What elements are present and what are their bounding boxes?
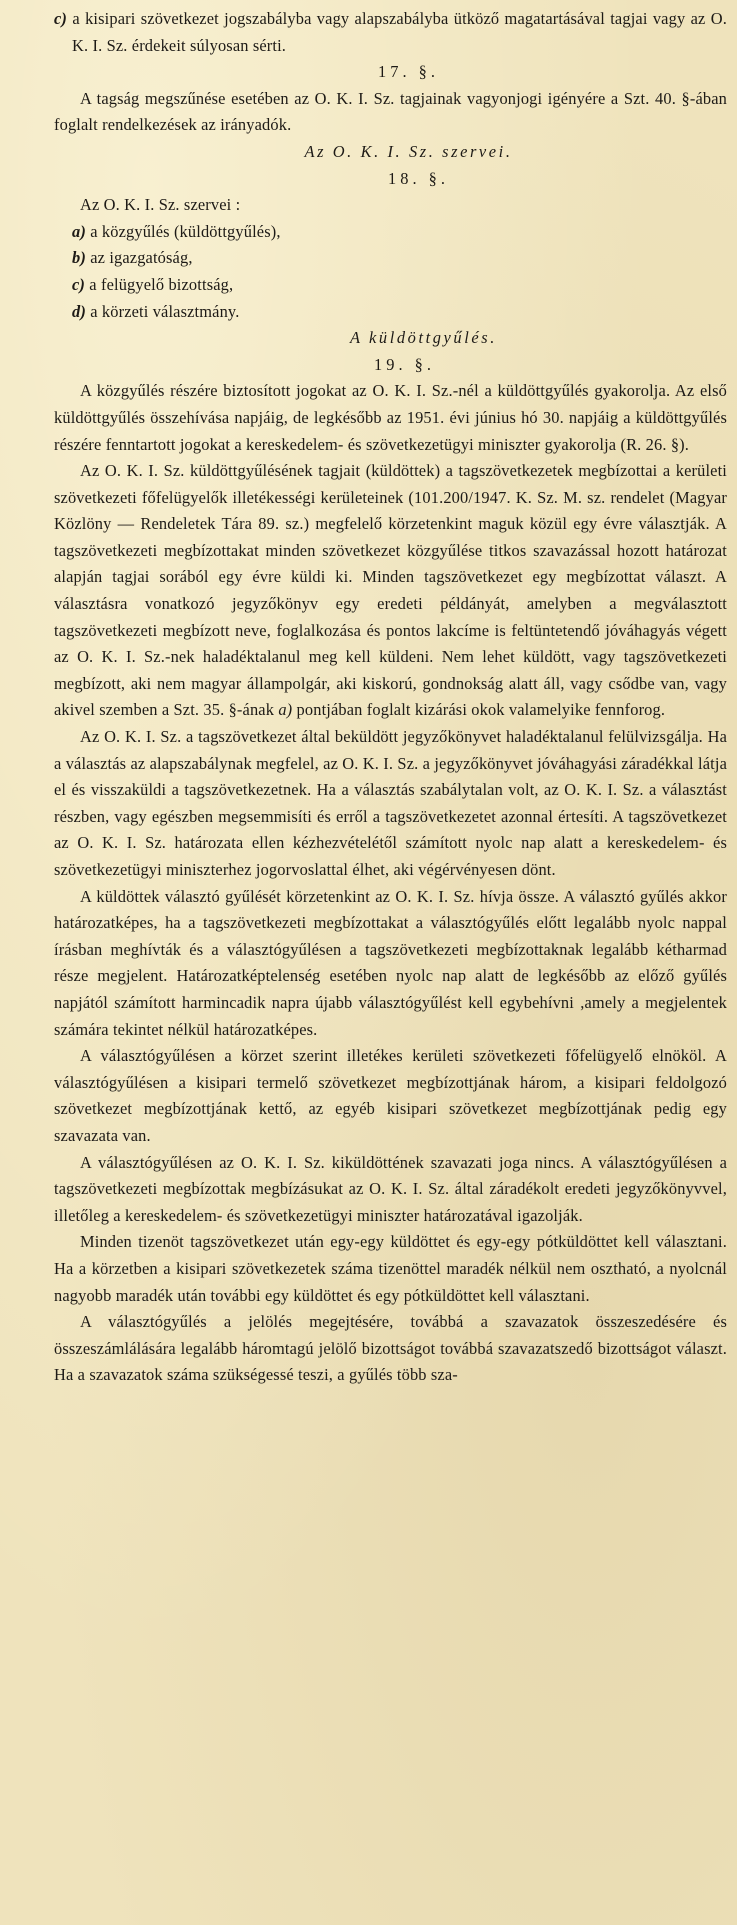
list-marker-c: c) (54, 9, 68, 28)
organs-list-item-d (54, 299, 727, 326)
paragraph-19-7: Minden tizenöt tagszövetkezet után egy-egy küldöttet és egy-egy pótküldöttet kell választani. Ha a körzetben a kisipari szövetkezetek száma tizenöttel maradék nélkül nem osztható, a nyolcnál nagyobb maradék után további egy küldöttet és egy pótküldöttet kell választani. (54, 1232, 727, 1305)
paragraph-16-end: c) a kisipari szövetkezet jogszabályba vagy alapszabályba ütköző magatartásával tagjai vagy az O. K. I. Sz. érdekeit súlyosan sérti. (54, 9, 727, 55)
paragraph-19-5: A választógyűlésen a körzet szerint illetékes kerületi szövetkezeti főfelügyelő elnököl. A választógyűlésen a kisipari termelő szövetkezet megbízottjának három, a kisipari feldolgozó szövetkezet megbízottjának kettő, az egyéb kisipari szövetkezet megbízottjának pedig egy szavazata van. (54, 1046, 727, 1145)
paragraph-19-8: A választógyűlés a jelölés megejtésére, továbbá a szavazatok összeszedésére és összeszámlálására legalább háromtagú jelölő bizottságot továbbá szavazatszedő bizottságot választ. Ha a szavazatok száma szükségessé teszi, a gyűlés több sza- (54, 1312, 727, 1385)
list-marker: c) (72, 274, 86, 294)
section-17-heading: 17. §. (378, 62, 439, 82)
section-18-heading: 18. §. (388, 168, 449, 188)
paragraph-19-6: A választógyűlésen az O. K. I. Sz. kiküldöttének szavazati joga nincs. A választógyűlésen a tagszövetkezeti megbízottak megbízásukat az O. K. I. Sz. által záradékolt eredeti jegyzőkönyvvel, illetőleg a kereskedelem- és szövetkezetügyi miniszter határozatával igazolják. (54, 1152, 727, 1225)
list-item-text: a körzeti választmány. (85, 301, 240, 321)
paragraph-19-3: Az O. K. I. Sz. a tagszövetkezet által beküldött jegyzőkönyvet haladéktalanul felülvizsgálja. Ha a választás az alapszabálynak megfelel, az O. K. I. Sz. a jegyzőkönyvet jóváhagyási záradékkal látja el és visszaküldi a tagszövetkezetnek. Ha a választás szabálytalan volt, az O. K. I. Sz. a választást részben, vagy egészben megsemmisíti és erről a tagszövetkezetet azonnal értesíti. A tagszövetkezet az O. K. I. Sz. határozata ellen kézhezvételétől számított nyolc nap alatt a kereskedelem- és szövetkezetügyi miniszterhez jogorvoslattal élhet, aki végérvényesen dönt. (54, 727, 727, 879)
list-marker: b) (72, 248, 86, 268)
list-marker: a) (72, 221, 86, 241)
list-item-text: a felügyelő bizottság, (85, 274, 234, 294)
inline-item-marker: a) (278, 700, 293, 720)
section-19-heading: 19. §. (374, 354, 435, 374)
organs-list (54, 219, 727, 325)
heading-delegates: A küldöttgyűlés. (350, 328, 497, 348)
list-marker: d) (72, 301, 86, 321)
list-item-text: az igazgatóság, (85, 248, 193, 268)
paragraph-19-2-tail: pontjában foglalt kizárási okok valamelyike fennforog. (292, 700, 666, 720)
organs-list-item-c (54, 272, 727, 299)
paragraph-19-2-text: Az O. K. I. Sz. küldöttgyűlésének tagjait (küldöttek) a tagszövetkezetek megbízottai a kerületi szövetkezeti főfelügyelők illetékességi kerületeinek (101.200/1947. K. Sz. M. sz. rendelet (Magyar Közlöny — Rendeletek Tára 89. sz.) megfelelő körzetenkint maguk közül egy évre választják. A tagszövetkezeti megbízottakat minden szövetkezet közgyűlése titkos szavazással hozott határozat alapján tagjai sorából egy évre küldi ki. Minden tagszövetkezet egy megbízottat választ. A választásra vonatkozó jegyzőkönyv egy eredeti példányát, amelyben a megválasztott tagszövetkezeti megbízott neve, foglalkozása és pontos lakcíme is feltüntetendő jóváhagyás végett az O. K. I. Sz.-nek haladéktalanul meg kell küldeni. Nem lehet küldött, vagy tagszövetkezeti megbízott, aki nem magyar állampolgár, aki kiskorú, gondnokság alatt áll, vagy csődbe van, vagy akivel szemben a Szt. 35. §-ának (54, 461, 727, 720)
paragraph-19-4: A küldöttek választó gyűlését körzetenkint az O. K. I. Sz. hívja össze. A választó gyűlés akkor határozatképes, ha a tagszövetkezeti megbízottakat a választógyűlés előtt legalább nyolc nappal írásban meghívták és a választógyűlésen a tagszövetkezeti megbízottaknak legalább kétharmad része megjelent. Határozatképtelenség esetében nyolc nap alatt de legkésőbb az előző gyűlés napjától számított harmincadik napra újabb választógyűlést kell egybehívni ,amely a megjelentek számára tekintet nélkül határozatképes. (54, 886, 727, 1039)
organs-list-item-b (54, 245, 727, 272)
paragraph-19-1: A közgyűlés részére biztosított jogokat az O. K. I. Sz.-nél a küldöttgyűlés gyakorolja. Az első küldöttgyűlés összehívása napjáig, de legkésőbb az 1951. évi június hó 30. napjáig a küldöttgyűlés részére fenntartott jogokat a kereskedelem- és szövetkezetügyi miniszter gyakorolja (R. 26. §). (54, 381, 727, 454)
paragraph-17: A tagság megszűnése esetében az O. K. I. Sz. tagjainak vagyonjogi igényére a Szt. 40. §-ában foglalt rendelkezések az irányadók. (54, 88, 727, 135)
organs-list-item-a (54, 219, 727, 246)
paragraph-organs-intro: Az O. K. I. Sz. szervei : (80, 195, 241, 215)
paragraph-16-end-last: súlyosan sérti. (190, 35, 287, 55)
heading-organs: Az O. K. I. Sz. szervei. (304, 141, 513, 161)
paragraph-19-2 (54, 458, 727, 724)
list-item-text: a közgyűlés (küldöttgyűlés), (85, 221, 281, 241)
